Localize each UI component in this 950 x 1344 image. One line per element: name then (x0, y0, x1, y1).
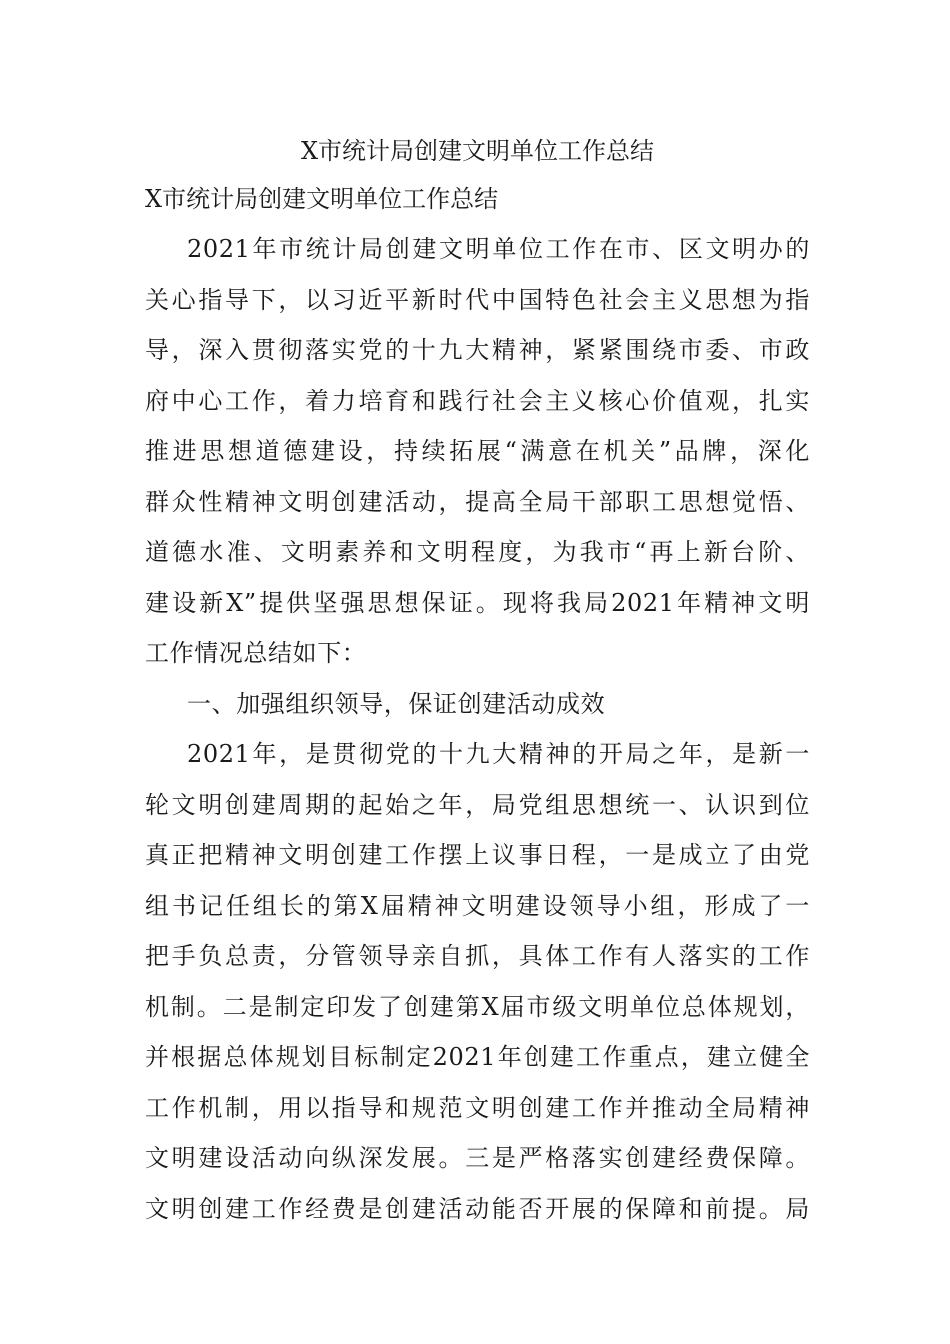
paragraph-intro (145, 224, 810, 679)
text-line: 2021年市统计局创建文明单位工作在市、区文明办的 (187, 235, 810, 263)
text-line: 工作情况总结如下： (145, 639, 367, 667)
text-line: 组书记任组长的第X届精神文明建设领导小组，形成了一 (145, 891, 810, 920)
paragraph-section-one (145, 729, 810, 1234)
text-line: 并根据总体规划目标制定2021年创建工作重点，建立健全 (145, 1043, 810, 1071)
text-line: 关心指导下，以习近平新时代中国特色社会主义思想为指 (145, 285, 810, 314)
document-title: X市统计局创建文明单位工作总结 (300, 137, 655, 165)
text-line: 把手负总责，分管领导亲自抓，具体工作有人落实的工作 (145, 942, 810, 970)
document-body (145, 128, 810, 1234)
text-line: 群众性精神文明创建活动，提高全局干部职工思想觉悟、 (145, 487, 810, 516)
text-line: 2021年，是贯彻党的十九大精神的开局之年，是新一 (187, 740, 810, 768)
section-heading (145, 679, 810, 730)
text-line: 机制。二是制定印发了创建第X届市级文明单位总体规划， (145, 992, 810, 1021)
text-line: 轮文明创建周期的起始之年，局党组思想统一、认识到位 (145, 790, 810, 819)
text-line: 一、加强组织领导，保证创建活动成效 (187, 689, 606, 718)
text-line: 建设新X”提供坚强思想保证。现将我局2021年精神文明 (145, 588, 810, 617)
text-line: 工作机制，用以指导和规范文明创建工作并推动全局精神 (145, 1093, 810, 1122)
text-line: 文明建设活动向纵深发展。三是严格落实创建经费保障。 (145, 1144, 810, 1172)
text-line: 导，深入贯彻落实党的十九大精神，紧紧围绕市委、市政 (145, 336, 810, 364)
text-line: 文明创建工作经费是创建活动能否开展的保障和前提。局 (145, 1194, 810, 1223)
text-line: 府中心工作，着力培育和践行社会主义核心价值观，扎实 (145, 386, 810, 415)
document-subtitle: X市统计局创建文明单位工作总结 (145, 185, 499, 213)
text-line: 道德水准、文明素养和文明程度，为我市“再上新台阶、 (145, 538, 810, 566)
text-line: 真正把精神文明创建工作摆上议事日程，一是成立了由党 (145, 841, 810, 869)
text-line: 推进思想道德建设，持续拓展“满意在机关”品牌，深化 (145, 437, 810, 465)
